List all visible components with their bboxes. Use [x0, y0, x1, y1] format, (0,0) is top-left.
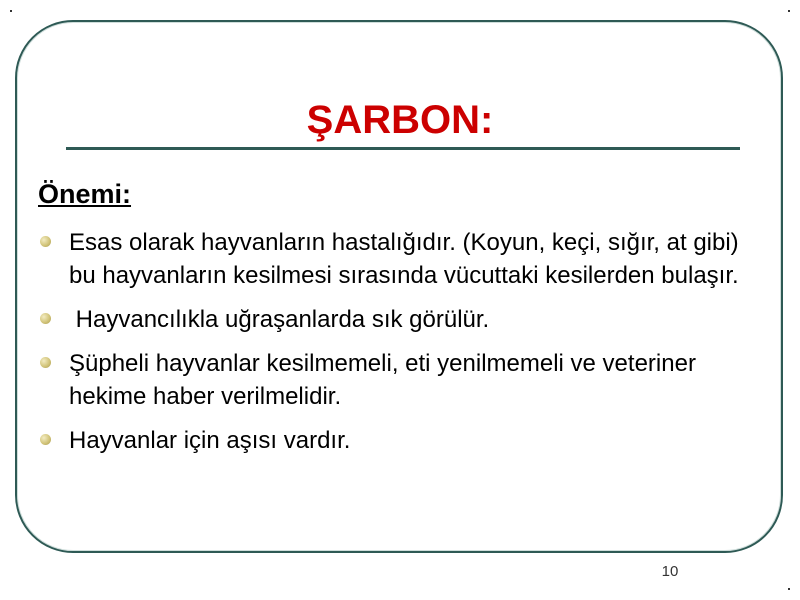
corner-dot-bottom-right — [788, 588, 790, 590]
bullet-text: Hayvanlar için aşısı vardır. — [69, 427, 351, 454]
bullet-dot-icon — [40, 236, 51, 247]
bullet-text: Şüpheli hayvanlar kesilmemeli, eti yenilmemeli ve veteriner hekime haber verilmelidir. — [69, 350, 696, 410]
page-number: 10 — [661, 563, 679, 580]
bullet-item — [38, 303, 758, 336]
bullet-text: Hayvancılıkla uğraşanlarda sık görülür. — [69, 306, 490, 333]
bullet-dot-icon — [40, 313, 51, 324]
bullet-list — [38, 226, 758, 468]
title-divider — [66, 147, 740, 150]
bullet-item — [38, 226, 758, 292]
bullet-dot-icon — [40, 357, 51, 368]
corner-dot-top-left — [10, 10, 12, 12]
corner-dot-top-right — [788, 10, 790, 12]
slide-title: ŞARBON: — [306, 98, 494, 142]
section-heading: Önemi: — [38, 179, 132, 209]
bullet-item — [38, 347, 758, 413]
bullet-dot-icon — [40, 434, 51, 445]
bullet-text: Esas olarak hayvanların hastalığıdır. (Koyun, keçi, sığır, at gibi) bu hayvanların kesilmesi sırasında vücuttaki kesilerden bulaşır. — [69, 229, 739, 289]
bullet-item — [38, 424, 758, 457]
